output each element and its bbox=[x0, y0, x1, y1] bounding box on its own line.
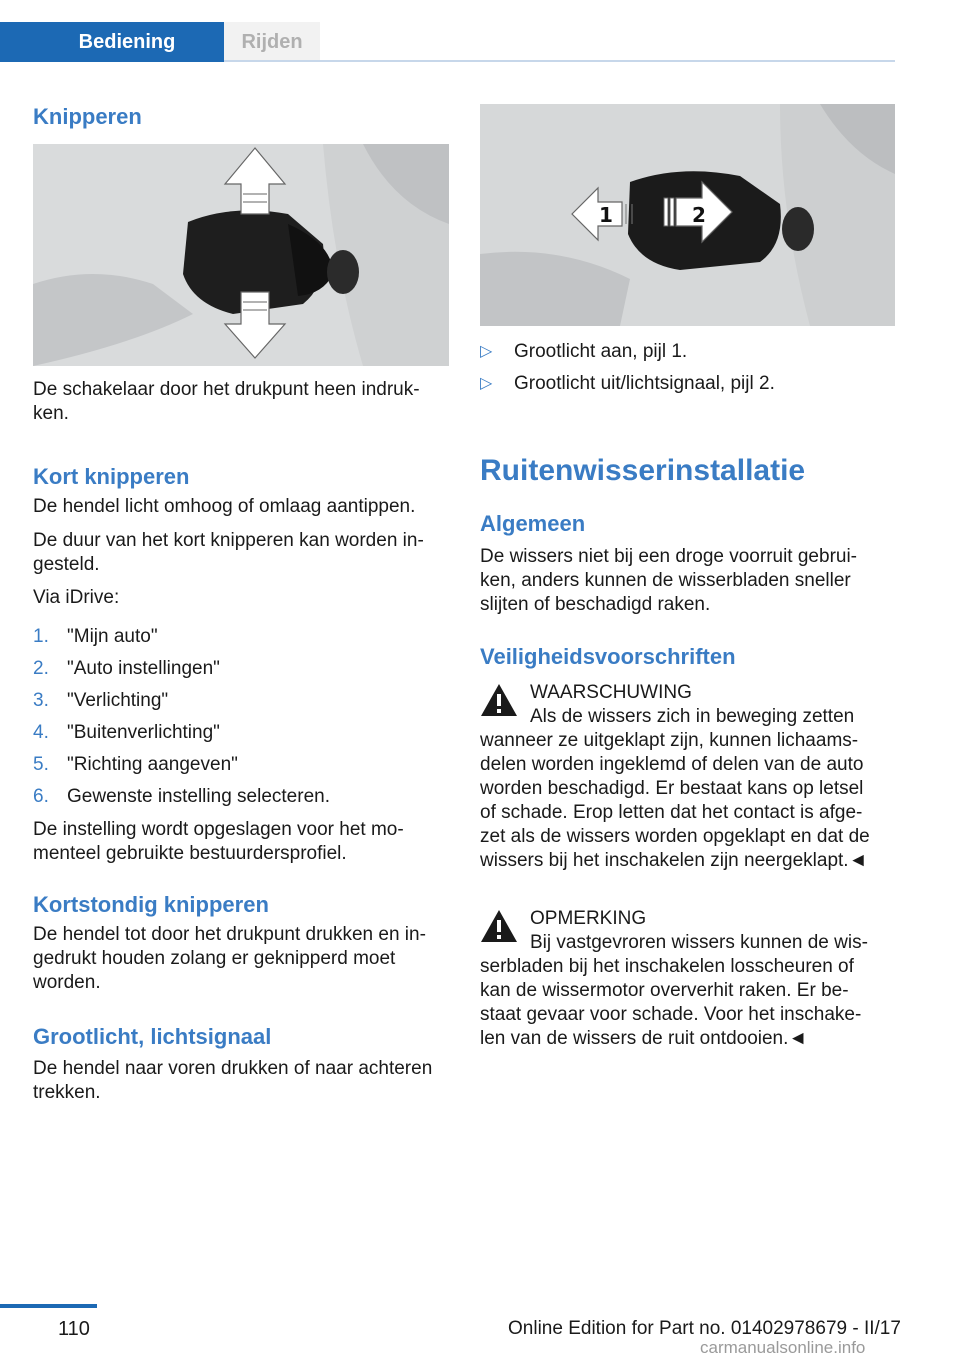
high-beam-lever-illustration bbox=[480, 104, 895, 326]
step-text: "Buitenverlichting" bbox=[67, 722, 220, 743]
warning-line-4: worden beschadigd. Er bestaat kans op letsel bbox=[480, 778, 864, 799]
bullet-text: Grootlicht uit/lichtsignaal, pijl 2. bbox=[514, 373, 775, 394]
heading-algemeen: Algemeen bbox=[480, 511, 586, 536]
warning-title: WAARSCHUWING bbox=[530, 682, 692, 703]
heading-kort-knipperen: Kort knipperen bbox=[33, 464, 190, 489]
saved-line-1: De instelling wordt opgeslagen voor het mo- bbox=[33, 819, 404, 840]
heading-veiligheidsvoorschriften: Veiligheidsvoorschriften bbox=[480, 644, 736, 669]
list-item bbox=[33, 657, 449, 681]
note-line-4: staat gevaar voor schade. Voor het inschake- bbox=[480, 1004, 862, 1025]
header-accent-bar bbox=[0, 22, 30, 62]
list-item bbox=[480, 372, 895, 396]
step-text: "Verlichting" bbox=[67, 690, 169, 711]
tab-bediening[interactable]: Bediening bbox=[30, 22, 224, 62]
kort-paragraph-2 bbox=[33, 529, 449, 577]
page-header bbox=[0, 0, 960, 64]
arrow-1-label: 1 bbox=[599, 203, 613, 227]
heading-ruitenwisserinstallatie: Ruitenwisserinstallatie bbox=[480, 454, 806, 487]
footer-rule bbox=[0, 1304, 97, 1308]
bullet-text: Grootlicht aan, pijl 1. bbox=[514, 341, 688, 362]
list-item bbox=[33, 625, 449, 649]
turn-signal-lever-image bbox=[33, 144, 449, 366]
list-item bbox=[480, 340, 895, 364]
kort-paragraph-1: De hendel licht omhoog of omlaag aantippen. bbox=[33, 496, 416, 517]
watermark-text: carmanualsonline.info bbox=[700, 1338, 866, 1357]
step-text: "Richting aangeven" bbox=[67, 754, 238, 775]
heading-knipperen: Knipperen bbox=[33, 104, 142, 129]
high-beam-lever-image bbox=[480, 104, 895, 326]
heading-grootlicht: Grootlicht, lichtsignaal bbox=[33, 1024, 272, 1049]
step-number: 1. bbox=[33, 626, 49, 647]
warning-triangle-icon bbox=[480, 683, 518, 717]
step-number: 6. bbox=[33, 786, 49, 807]
list-item bbox=[33, 753, 449, 777]
algemeen-line-1: De wissers niet bij een droge voorruit gebrui- bbox=[480, 546, 858, 567]
turn-signal-lever-illustration bbox=[33, 144, 449, 366]
kort-p2-line-1: De duur van het kort knipperen kan worden in- bbox=[33, 530, 424, 551]
caption-line-1: De schakelaar door het drukpunt heen indruk- bbox=[33, 379, 420, 400]
bullet-triangle-icon: ▷ bbox=[480, 343, 493, 360]
list-item bbox=[33, 785, 449, 809]
heading-kortstondig-knipperen: Kortstondig knipperen bbox=[33, 892, 269, 917]
list-item bbox=[33, 689, 449, 713]
step-number: 5. bbox=[33, 754, 49, 775]
kortstondig-paragraph bbox=[33, 923, 449, 995]
list-item bbox=[33, 721, 449, 745]
step-text: "Auto instellingen" bbox=[67, 658, 220, 679]
edition-text: Online Edition for Part no. 01402978679 - II/17 bbox=[508, 1318, 901, 1339]
saved-line-2: menteel gebruikte bestuurdersprofiel. bbox=[33, 843, 347, 864]
grootlicht-line-2: trekken. bbox=[33, 1082, 101, 1103]
warning-line-3: delen worden ingeklemd of delen van de auto bbox=[480, 754, 864, 775]
warning-line-1: Als de wissers zich in beweging zetten bbox=[530, 706, 855, 727]
warning-line-6: zet als de wissers worden opgeklapt en dat de bbox=[480, 826, 870, 847]
kortstondig-line-1: De hendel tot door het drukpunt drukken en in- bbox=[33, 924, 426, 945]
algemeen-line-2: ken, anders kunnen de wisserbladen sneller bbox=[480, 570, 851, 591]
grootlicht-line-1: De hendel naar voren drukken of naar achteren bbox=[33, 1058, 433, 1079]
step-text: Gewenste instelling selecteren. bbox=[67, 786, 330, 807]
warning-line-5: of schade. Erop letten dat het contact is afge- bbox=[480, 802, 863, 823]
bullet-triangle-icon: ▷ bbox=[480, 375, 493, 392]
tab-rijden[interactable]: Rijden bbox=[224, 22, 320, 62]
note-line-3: kan de wissermotor oververhit raken. Er be- bbox=[480, 980, 849, 1001]
warning-block bbox=[480, 681, 895, 873]
kortstondig-line-2: gedrukt houden zolang er geknipperd moet bbox=[33, 948, 396, 969]
step-number: 2. bbox=[33, 658, 49, 679]
header-rule bbox=[224, 60, 895, 62]
page-number: 110 bbox=[58, 1318, 90, 1340]
kortstondig-line-3: worden. bbox=[33, 972, 101, 993]
grootlicht-paragraph bbox=[33, 1057, 449, 1105]
algemeen-line-3: slijten of beschadigd raken. bbox=[480, 594, 711, 615]
step-text: "Mijn auto" bbox=[67, 626, 158, 647]
note-line-1: Bij vastgevroren wissers kunnen de wis- bbox=[530, 932, 868, 953]
high-beam-bullets bbox=[480, 340, 895, 404]
saved-paragraph bbox=[33, 818, 449, 866]
via-idrive: Via iDrive: bbox=[33, 587, 120, 608]
caption-line-2: ken. bbox=[33, 403, 69, 424]
algemeen-paragraph bbox=[480, 545, 895, 617]
idrive-steps-list bbox=[33, 625, 449, 817]
note-title: OPMERKING bbox=[530, 908, 647, 929]
kort-p2-line-2: gesteld. bbox=[33, 554, 100, 575]
warning-line-2: wanneer ze uitgeklapt zijn, kunnen lichaams- bbox=[480, 730, 859, 751]
caption-paragraph bbox=[33, 378, 449, 426]
caution-triangle-icon bbox=[480, 909, 518, 943]
note-block bbox=[480, 907, 895, 1051]
step-number: 4. bbox=[33, 722, 49, 743]
note-line-5: len van de wissers de ruit ontdooien.◄ bbox=[480, 1028, 808, 1049]
arrow-2-label: 2 bbox=[692, 203, 706, 227]
step-number: 3. bbox=[33, 690, 49, 711]
note-line-2: serbladen bij het inschakelen losscheuren of bbox=[480, 956, 854, 977]
warning-line-7: wissers bij het inschakelen zijn neergeklapt.◄ bbox=[480, 850, 868, 871]
